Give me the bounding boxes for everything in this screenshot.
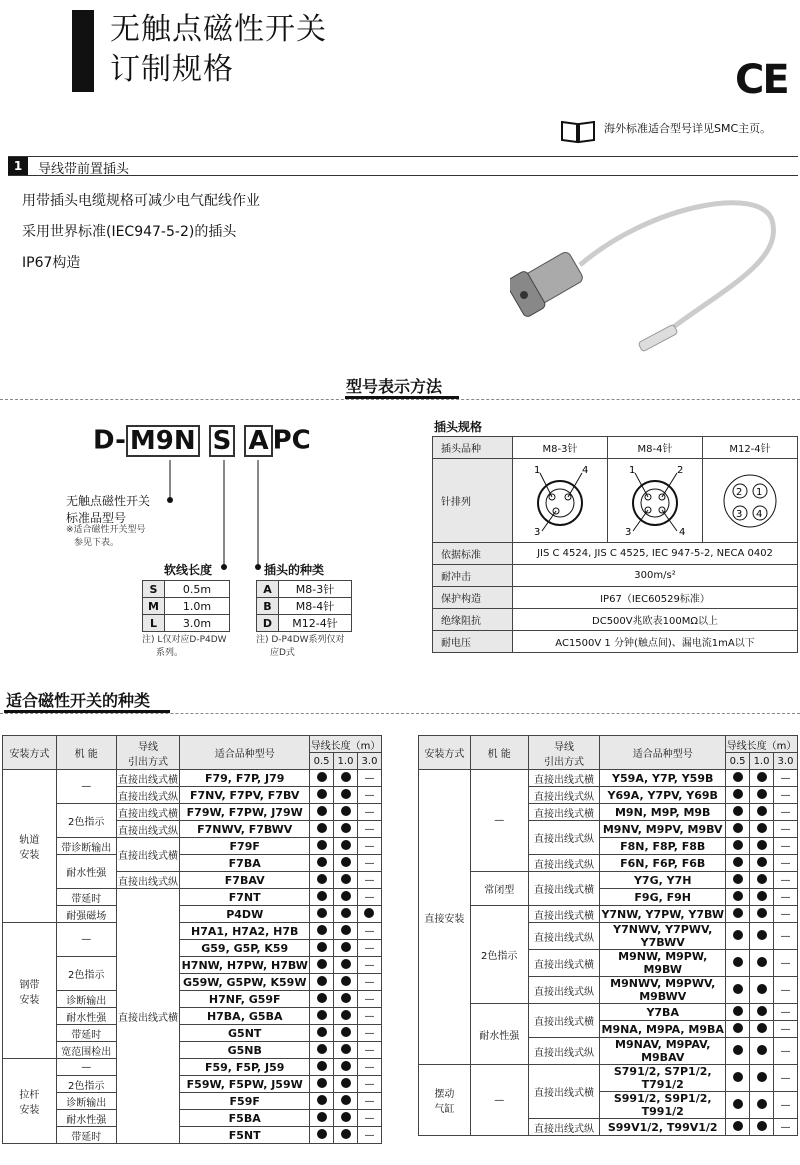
function-cell: 2色指示 [470, 906, 528, 1004]
model-cell: F79F [180, 838, 310, 855]
available-dot [733, 1121, 743, 1131]
lead-cell: 直接出线式纵 [528, 1119, 600, 1136]
connector-type-title: 插头的种类 [264, 563, 325, 577]
available-dot [757, 1072, 767, 1082]
model-cell: F7NT [180, 889, 310, 906]
model-cell: M9NA, M9PA, M9BA [601, 1022, 724, 1036]
divider [0, 399, 800, 400]
available-dot [317, 891, 327, 901]
switch-table-right: 安装方式 机 能 导线 引出方式 适合品种型号 导线长度（m） 0.5 1.0 3.0 直接安装 — 直接出线式横 Y59A, Y7P, Y59B — 直接出线式纵 Y69A, Y7PV, Y69B — 直接出线式横 M9N, M9P, M9B — 直接出线式纵 M9NV, M9PV, M9BV — F8N, F8P, F8B — 直接出线式纵 F6N, F6P, F6B — 常闭型 直接出线式横 Y7G, Y7H — F9G, F9H — 2色指示 直接出线式横 Y7NW, Y7PW, Y7BW — 直接出线式纵 Y7NWV, Y7PWV, Y7BWV — 直接出线式横 M9NW, M9PW, M9BW — 直接出线式纵 M9NWV, M9PWV, M9BWV — 耐水性强 直接出线式横 Y7BA — M9NA, M9PA, M9BA — 直接出线式纵 M9NAV, M9PAV, M9BAV — 摆动 气缸 — 直接出线式横 S791/2, S7P1/2, T791/2 — S991/2, S9P1/2, T991/2 — 直接出线式纵 S99V1/2, T99V1/2 — [418, 735, 798, 1136]
available-dot [317, 1027, 327, 1037]
available-dot [341, 840, 351, 850]
available-dot [341, 874, 351, 884]
available-dot [341, 942, 351, 952]
available-dot [757, 1023, 767, 1033]
available-dot [317, 1095, 327, 1105]
cable-3m-cell: — [774, 1065, 798, 1092]
available-dot [317, 772, 327, 782]
lead-cell: 直接出线式横 [528, 1004, 600, 1038]
model-cell: F59, F5P, J59 [180, 1059, 310, 1076]
model-leader-lines [150, 455, 280, 575]
mount-cell: 拉杆 安装 [3, 1059, 57, 1144]
model-cell: G5NB [180, 1042, 310, 1059]
table-row: 2色指示 直接出线式横 F79W, F7PW, J79W — [3, 804, 382, 821]
model-cell: H7NF, G59F [180, 991, 310, 1008]
table-row: 耐水性强 F5BA — [3, 1110, 382, 1127]
available-dot [341, 823, 351, 833]
page-title: 无触点磁性开关 订制规格 [110, 12, 327, 87]
model-cell: M9N, M9P, M9B [600, 804, 726, 821]
divider-2 [0, 713, 800, 714]
available-dot [757, 1045, 767, 1055]
svg-text:3: 3 [736, 509, 743, 520]
available-dot [317, 806, 327, 816]
lead-cell: 直接出线式横 [528, 872, 600, 906]
function-cell: — [56, 770, 116, 804]
cable-3m-cell: — [774, 977, 798, 1004]
function-cell: 带延时 [56, 1025, 116, 1042]
available-dot [757, 806, 767, 816]
model-cell: M9NW, M9PW, M9BW [600, 950, 726, 977]
cable-3m-cell: — [774, 804, 798, 821]
model-cell: F79, F7P, J79 [180, 770, 310, 787]
table-row: 拉杆 安装 — F59, F5P, J59 — [3, 1059, 382, 1076]
model-cell: F7BA [180, 855, 310, 872]
available-dot [317, 789, 327, 799]
table-row: 耐水性强 F7BA — [3, 855, 382, 872]
available-dot [733, 874, 743, 884]
ce-mark: CE [735, 57, 788, 103]
cable-3m-cell: — [774, 1021, 798, 1038]
cable-illustration [510, 185, 800, 360]
available-dot [317, 874, 327, 884]
model-cell: F7BAV [180, 872, 310, 889]
model-cell: S99V1/2, T99V1/2 [600, 1119, 726, 1136]
lead-cell: 直接出线式纵 [116, 872, 180, 889]
function-cell: — [470, 1065, 528, 1136]
available-dot [733, 984, 743, 994]
svg-text:3: 3 [625, 527, 632, 537]
available-dot [733, 789, 743, 799]
model-cell: F9G, F9H [600, 889, 726, 906]
table-row: 直接出线式纵 F7NWV, F7BWV — [3, 821, 382, 838]
model-cell: M9NAV, M9PAV, M9BAV [600, 1038, 726, 1065]
function-cell: 带延时 [56, 889, 116, 906]
mount-cell: 钢带 安装 [3, 923, 57, 1059]
cable-length-title: 软线长度 [164, 563, 213, 577]
table-row: 带延时 G5NT — [3, 1025, 382, 1042]
available-dot [733, 1023, 743, 1033]
available-dot [317, 976, 327, 986]
table-row [3, 906, 382, 923]
available-dot [341, 1044, 351, 1054]
lead-cell: 直接出线式横 [116, 804, 180, 821]
lead-cell: 直接出线式纵 [528, 977, 600, 1004]
title-bar [72, 10, 94, 92]
feature-3: IP67构造 [22, 255, 81, 271]
table-row [419, 1065, 798, 1092]
table-row: 轨道 安装 — 直接出线式横 F79, F7P, J79 — [3, 770, 382, 787]
cable-3m-cell: — [774, 838, 798, 855]
available-dot [317, 942, 327, 952]
available-dot [757, 957, 767, 967]
model-cell: F7NV, F7PV, F7BV [180, 787, 310, 804]
lead-cell: 直接出线式横 [116, 770, 180, 787]
cable-note: 注) L仅对应D-P4DW 系列。 [142, 635, 227, 658]
available-dot [364, 908, 374, 918]
table-row: 带延时 F5NT — [3, 1127, 382, 1144]
available-dot [757, 840, 767, 850]
spec-title: 插头规格 [434, 420, 483, 434]
available-dot [341, 891, 351, 901]
table-row: 耐水性强 H7BA, G5BA — [3, 1008, 382, 1025]
model-cell: Y59A, Y7P, Y59B [600, 770, 726, 787]
model-cell: Y7NWV, Y7PWV, Y7BWV [600, 923, 726, 950]
model-cell: H7NW, H7PW, H7BW [181, 958, 308, 972]
model-cell: G5NT [180, 1025, 310, 1042]
available-dot [733, 772, 743, 782]
feature-1: 用带插头电缆规格可减少电气配线作业 [22, 193, 260, 209]
model-cell: Y7G, Y7H [600, 872, 726, 889]
lead-cell: 直接出线式纵 [116, 787, 180, 804]
available-dot [733, 823, 743, 833]
model-desc-note: ※适合磁性开关型号 参见下表。 [66, 525, 146, 548]
feature-2: 采用世界标准(IEC947-5-2)的插头 [22, 224, 237, 240]
svg-text:4: 4 [679, 527, 686, 537]
model-cell: G59W, G5PW, K59W [180, 974, 310, 991]
available-dot [341, 1078, 351, 1088]
function-cell: 2色指示 [56, 1076, 116, 1093]
available-dot [341, 1061, 351, 1071]
model-part-series: M9N [126, 425, 200, 457]
lead-cell: 直接出线式纵 [528, 1038, 600, 1065]
lead-cell: 直接出线式横 [528, 906, 600, 923]
model-cell: H7A1, H7A2, H7B [180, 923, 310, 940]
model-cell: F5NT [180, 1127, 310, 1144]
model-heading: 型号表示方法 [346, 377, 443, 396]
cable-3m-cell: — [774, 1004, 798, 1021]
available-dot [341, 925, 351, 935]
model-cell: S791/2, S7P1/2, T791/2 [600, 1065, 726, 1092]
available-dot [757, 772, 767, 782]
table-row: 带延时 直接出线式横 F7NT — [3, 889, 382, 906]
available-dot [733, 908, 743, 918]
available-dot [757, 789, 767, 799]
model-code: D- M9N S A PC [93, 425, 311, 456]
lead-cell: 直接出线式横 [116, 838, 180, 872]
function-cell: — [56, 1059, 116, 1076]
cable-3m-cell: — [774, 889, 798, 906]
function-cell: 带延时 [56, 1127, 116, 1144]
available-dot [341, 1010, 351, 1020]
function-cell: 耐水性强 [470, 1004, 528, 1065]
model-desc: 无触点磁性开关 标准品型号 [66, 494, 151, 525]
available-dot [757, 874, 767, 884]
available-dot [317, 1129, 327, 1139]
model-cell: F59W, F5PW, J59W [180, 1076, 310, 1093]
table-row: G59W, G5PW, K59W — [3, 974, 382, 991]
overseas-note: 海外标准适合型号详见SMC主页。 [604, 122, 772, 135]
section-header-1 [8, 156, 798, 176]
function-cell: 2色指示 [56, 957, 116, 991]
svg-text:2: 2 [677, 465, 684, 476]
cable-3m-cell: — [774, 906, 798, 923]
available-dot [317, 1061, 327, 1071]
mount-cell: 轨道 安装 [3, 770, 57, 923]
book-icon [560, 118, 596, 144]
available-dot [757, 930, 767, 940]
cable-3m-cell: — [774, 1038, 798, 1065]
lead-cell: 直接出线式纵 [528, 821, 600, 855]
lead-cell: 直接出线式纵 [528, 787, 600, 804]
available-dot [341, 789, 351, 799]
available-dot [341, 1129, 351, 1139]
cable-3m-cell: — [774, 923, 798, 950]
available-dot [757, 908, 767, 918]
available-dot [733, 1099, 743, 1109]
lead-cell: 直接出线式横 [528, 804, 600, 821]
cable-3m-cell: — [774, 787, 798, 804]
model-cell: H7BA, G5BA [180, 1008, 310, 1025]
function-cell: — [470, 770, 528, 872]
section-number: 1 [8, 157, 28, 175]
svg-text:4: 4 [582, 465, 589, 476]
function-cell: 耐强磁场 [56, 906, 116, 923]
svg-text:1: 1 [534, 465, 541, 476]
model-cell: G59, G5P, K59 [180, 940, 310, 957]
function-cell: 2色指示 [56, 804, 116, 838]
function-cell: 耐水性强 [56, 1008, 116, 1025]
table-row [419, 1004, 798, 1021]
available-dot [317, 1112, 327, 1122]
lead-cell: 直接出线式横 [528, 770, 600, 787]
table-row [419, 770, 798, 787]
function-cell: 宽范围检出 [56, 1042, 116, 1059]
table-row [419, 872, 798, 889]
model-cell: F5BA [180, 1110, 310, 1127]
cable-3m-cell: — [774, 872, 798, 889]
model-cell: F8N, F8P, F8B [600, 838, 726, 855]
available-dot [733, 1072, 743, 1082]
model-cell: P4DW [180, 906, 310, 923]
available-dot [757, 1121, 767, 1131]
available-dot [757, 891, 767, 901]
function-cell: 常闭型 [470, 872, 528, 906]
function-cell: 诊断输出 [56, 991, 116, 1008]
available-dot [341, 772, 351, 782]
available-dot [757, 823, 767, 833]
available-dot [341, 1095, 351, 1105]
model-cell: M9NV, M9PV, M9BV [600, 821, 726, 838]
available-dot [757, 857, 767, 867]
table-row: 带诊断输出 直接出线式横 F79F — [3, 838, 382, 855]
switch-table-left: 安装方式 机 能 导线 引出方式 适合品种型号 导线长度（m） 0.5 1.0 3.0 轨道 安装 — 直接出线式横 F79, F7P, J79 — 直接出线式纵 F7NV, F7PV, F7BV — 2色指示 直接出线式横 F79W, F7PW, J79W — 直接出线式纵 F7NWV, F7BWV — 带诊断输出 直接出线式横 F79F — 耐水性强 F7BA — 直接出线式纵 F7BAV — 带延时 直接出线式横 F7NT — 耐强磁场 P4DW 钢带 安装 — H7A1, H7A2, H7B — G59, G5P, K59 — 2色指示 H7NW, H7PW, H7BW — G59W, G5PW, K59W — 诊断输出 H7NF, G59F — 耐水性强 H7BA, G5BA — 带延时 G5NT — 宽范围检出 G5NB — 拉杆 安装 — F59, F5P, J59 — 2色指示 F59W, F5PW, J59W — 诊断输出 F59F — 耐水性强 F5BA — 带延时 F5NT — [2, 735, 382, 1144]
available-dot [317, 1044, 327, 1054]
available-dot [341, 976, 351, 986]
available-dot [733, 957, 743, 967]
table-row: 2色指示 H7NW, H7PW, H7BW — [3, 957, 382, 974]
model-cell: M9NWV, M9PWV, M9BWV [600, 977, 726, 1004]
table-row: 直接出线式纵 F7BAV — [3, 872, 382, 889]
available-dot [317, 857, 327, 867]
lead-cell: 直接出线式横 [528, 950, 600, 977]
available-dot [733, 857, 743, 867]
pin-diagram-m8-4 [615, 461, 695, 537]
connector-spec-table: 插头品种 M8-3针 M8-4针 M12-4针 针排列 1 4 3 1 2 3 4 2 1 3 4 依据标准 JIS C 4524, JIS C 4525, IEC 947-5-2, NECA 0402 耐冲击 300m/s² 保护构造 IP67（IEC60529标准） 绝缘阻抗 DC500V兆欧表100MΩ以上 耐电压 AC1500V 1 分钟(触点间)、漏电流1mA以下 [432, 436, 798, 653]
lead-cell: 直接出线式纵 [528, 923, 600, 950]
model-cell: S991/2, S9P1/2, T991/2 [600, 1092, 726, 1119]
model-cell: Y7NW, Y7PW, Y7BW [601, 907, 724, 921]
cable-length-table: S 0.5m M 1.0m L 3.0m [142, 580, 230, 632]
cable-3m-cell: — [774, 1092, 798, 1119]
available-dot [341, 908, 351, 918]
available-dot [733, 930, 743, 940]
section-label: 导线带前置插头 [38, 162, 130, 177]
table-row: 诊断输出 H7NF, G59F — [3, 991, 382, 1008]
mount-cell: 直接安装 [419, 770, 471, 1065]
model-cell: F79W, F7PW, J79W [180, 804, 310, 821]
lead-cell: 直接出线式横 [528, 1065, 600, 1119]
svg-text:4: 4 [756, 509, 763, 520]
available-dot [317, 908, 327, 918]
section2-heading: 适合磁性开关的种类 [6, 691, 151, 710]
available-dot [341, 993, 351, 1003]
available-dot [341, 1112, 351, 1122]
cable-3m-cell: — [774, 770, 798, 787]
available-dot [317, 823, 327, 833]
function-cell: 带诊断输出 [56, 838, 116, 855]
available-dot [317, 1010, 327, 1020]
model-part-cable: S [209, 425, 236, 457]
available-dot [341, 959, 351, 969]
svg-text:2: 2 [736, 487, 743, 498]
model-part-connector: A [244, 425, 272, 457]
connector-note: 注) D-P4DW系列仅对 应D式 [256, 635, 345, 658]
cable-3m-cell: — [774, 950, 798, 977]
available-dot [317, 959, 327, 969]
function-cell: 耐水性强 [56, 855, 116, 889]
available-dot [733, 1006, 743, 1016]
function-cell: — [56, 923, 116, 957]
available-dot [317, 993, 327, 1003]
lead-cell: 直接出线式横 [116, 889, 180, 1144]
connector-type-table: A M8-3针 B M8-4针 D M12-4针 [256, 580, 352, 632]
available-dot [317, 925, 327, 935]
table-row: 钢带 安装 — H7A1, H7A2, H7B — [3, 923, 382, 940]
available-dot [757, 984, 767, 994]
available-dot [733, 1045, 743, 1055]
svg-text:3: 3 [534, 527, 541, 537]
pin-diagram-m12-4 [710, 461, 790, 537]
cable-3m-cell: — [774, 821, 798, 838]
svg-text:1: 1 [756, 487, 763, 498]
model-cell: Y69A, Y7PV, Y69B [600, 787, 726, 804]
table-row: 直接出线式纵 F7NV, F7PV, F7BV — [3, 787, 382, 804]
available-dot [733, 840, 743, 850]
lead-cell: 直接出线式纵 [528, 855, 600, 872]
available-dot [757, 1006, 767, 1016]
table-row: 诊断输出 F59F — [3, 1093, 382, 1110]
model-cell: F7NWV, F7BWV [180, 821, 310, 838]
function-cell: 诊断输出 [56, 1093, 116, 1110]
model-cell: F6N, F6P, F6B [600, 855, 726, 872]
available-dot [317, 1078, 327, 1088]
lead-cell: 直接出线式纵 [116, 821, 180, 838]
function-cell: 耐水性强 [56, 1110, 116, 1127]
available-dot [733, 891, 743, 901]
model-cell: Y7BA [600, 1004, 726, 1021]
available-dot [341, 1027, 351, 1037]
available-dot [317, 840, 327, 850]
cable-3m-cell: — [774, 855, 798, 872]
available-dot [341, 857, 351, 867]
table-row [419, 906, 798, 923]
cable-3m-cell: — [774, 1119, 798, 1136]
model-cell: F59F [180, 1093, 310, 1110]
available-dot [341, 806, 351, 816]
available-dot [733, 806, 743, 816]
table-row: G59, G5P, K59 — [3, 940, 382, 957]
table-row: 宽范围检出 G5NB — [3, 1042, 382, 1059]
pin-diagram-m8-3 [520, 461, 600, 537]
table-row: 2色指示 F59W, F5PW, J59W — [3, 1076, 382, 1093]
mount-cell: 摆动 气缸 [419, 1065, 471, 1136]
svg-text:1: 1 [629, 465, 636, 476]
available-dot [757, 1099, 767, 1109]
